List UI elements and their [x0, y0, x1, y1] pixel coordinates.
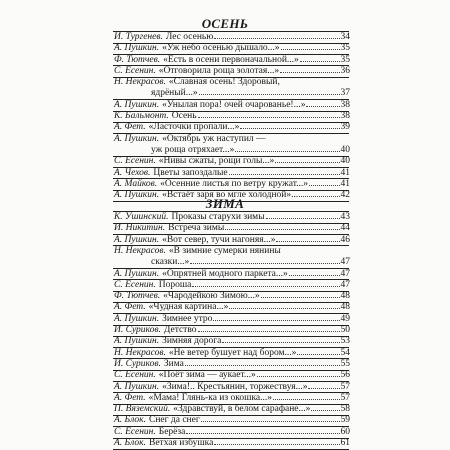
toc-entry-line [114, 235, 350, 246]
dot-leader [308, 387, 339, 389]
toc-entry-line [114, 66, 350, 77]
entry-title: «Поёт зима — аукает...» [158, 370, 256, 381]
entry-author: И. Никитин. [114, 223, 166, 234]
toc-entry-line [114, 359, 350, 370]
entry-title: Цветы запоздалые [153, 167, 228, 178]
entry-page-number: 55 [340, 358, 350, 369]
entry-title: Зимняя дорога [162, 336, 222, 347]
entry-page-number: 37 [340, 88, 350, 99]
entry-author: Ф. Тютчев. [114, 291, 161, 302]
toc-entry [114, 336, 350, 347]
toc-entry-line [114, 302, 350, 313]
toc-entry-line [114, 291, 350, 302]
toc-entry-line [114, 370, 350, 381]
dot-leader [289, 274, 340, 276]
dot-leader [281, 48, 340, 50]
entry-author: А. Блок. [114, 415, 146, 426]
entry-title: «Опрятней модного паркета...» [162, 268, 288, 279]
toc-entry [114, 43, 350, 54]
entry-author: К. Бальмонт. [114, 111, 169, 122]
toc-entry-line [114, 325, 350, 336]
entry-page-number: 39 [340, 122, 350, 133]
entry-author: С. Есенин. [114, 156, 156, 167]
toc-entry [114, 393, 350, 404]
entry-author: А. Пушкин. [114, 234, 160, 245]
dot-leader [297, 353, 339, 355]
toc-entry-line [114, 100, 350, 111]
toc-entry-line [114, 427, 350, 438]
dot-leader [198, 116, 340, 118]
entry-page-number: 53 [340, 336, 350, 347]
entry-title: «Отговорила роща золотая...» [158, 65, 280, 76]
entry-title-continued: уж роща отряхает...» [151, 144, 235, 155]
toc-entry [114, 179, 350, 190]
toc-entry-line [114, 77, 350, 88]
entry-title: «Ласточки пропали...» [148, 122, 240, 133]
entry-title: «Чародейкою Зимою...» [163, 291, 260, 302]
entry-page-number: 56 [340, 370, 350, 381]
entry-author: С. Есенин. [114, 65, 156, 76]
entry-title: «Зима!.. Крестьянин, торжествуя...» [162, 381, 308, 392]
toc-entry-line [114, 246, 350, 257]
toc-entry-line [114, 223, 350, 234]
dot-leader [275, 161, 339, 163]
dot-leader [309, 184, 339, 186]
entry-title: Ветхая избушка [148, 438, 214, 448]
toc-entry [114, 77, 350, 100]
toc-entry [114, 235, 350, 246]
entry-title: «Нивы сжаты, рощи голы...» [158, 156, 275, 167]
entry-author: А. Пушкин. [114, 99, 160, 110]
dot-leader [214, 443, 339, 445]
dot-leader [222, 341, 339, 343]
entry-author: А. Фет. [114, 122, 146, 133]
dot-leader [306, 105, 339, 107]
toc-entry [114, 156, 350, 167]
entry-author: С. Есенин. [114, 370, 156, 381]
entry-page-number: 36 [340, 65, 350, 76]
toc-entry [114, 32, 350, 43]
entry-page-number: 61 [340, 438, 350, 448]
toc-entry [114, 359, 350, 370]
toc-entry [114, 100, 350, 111]
toc-entry-line [114, 438, 350, 449]
toc-entry-line [114, 314, 350, 325]
dot-leader [213, 319, 339, 321]
entry-author: Н. Некрасов. [114, 347, 166, 358]
entry-author: А. Пушкин. [114, 268, 160, 279]
toc-entry-line [114, 179, 350, 190]
dot-leader [192, 285, 339, 287]
dot-leader [235, 150, 339, 152]
entry-author: И. Суриков. [114, 325, 161, 335]
toc-entry [114, 66, 350, 77]
entry-page-number: 38 [340, 99, 350, 110]
entry-title: Пороша [158, 279, 192, 290]
toc-entry-line [114, 43, 350, 54]
entry-page-number: 47 [340, 257, 350, 268]
toc-entry [114, 427, 350, 438]
toc-entry [114, 280, 350, 291]
entry-author: С. Есенин. [114, 426, 156, 437]
entry-page-number: 60 [340, 426, 350, 437]
toc-entry [114, 291, 350, 302]
entry-author: А. Пушкин. [114, 336, 160, 347]
entry-title: «Мама! Глянь-ка из окошка...» [148, 392, 273, 403]
entry-author: Н. Некрасов. [114, 77, 166, 88]
entry-page-number: 34 [340, 32, 350, 42]
dot-leader [276, 240, 339, 242]
toc-entry [114, 246, 350, 269]
dot-leader [273, 398, 339, 400]
toc-entry-line [114, 393, 350, 404]
entry-title: Зимнее утро [162, 313, 213, 324]
entry-page-number: 47 [340, 279, 350, 290]
entry-author: Ф. Тютчев. [114, 54, 161, 65]
entry-title: «Октябрь уж наступил — [162, 133, 266, 144]
entry-title: «Чудная картина...» [148, 302, 229, 313]
entry-title-continued: сказки...» [151, 257, 190, 268]
toc-entry [114, 415, 350, 426]
entry-title: «Вот север, тучи нагоняя...» [162, 234, 276, 245]
entry-author: А. Блок. [114, 438, 146, 448]
toc-entry-line [114, 212, 350, 223]
dot-leader [240, 127, 339, 129]
toc-entry [114, 122, 350, 133]
entry-author: П. Вяземский. [114, 404, 171, 415]
toc-entry [114, 314, 350, 325]
entry-title: «В зимние сумерки нянины [168, 245, 281, 256]
dot-leader [201, 420, 340, 422]
toc-entry-line [114, 32, 350, 43]
entry-page-number: 40 [340, 144, 350, 155]
entry-title: «Есть в осени первоначальной...» [163, 54, 299, 65]
dot-leader [300, 60, 340, 62]
dot-leader [199, 93, 340, 95]
toc-entry-line [114, 55, 350, 66]
entry-page-number: 57 [340, 392, 350, 403]
entry-page-number: 44 [340, 223, 350, 234]
entry-page-number: 41 [340, 167, 350, 178]
entry-title: «Здравствуй, в белом сарафане...» [173, 404, 311, 415]
toc-entry-line [114, 336, 350, 347]
entry-title: «Не ветер бушует над бором...» [168, 347, 297, 358]
toc-entry-line [114, 382, 350, 393]
toc-entry-line [114, 168, 350, 179]
section-heading: ЗИМА [205, 196, 245, 211]
dot-leader [198, 330, 340, 332]
entry-title: Проказы старухи зимы [171, 212, 265, 222]
entry-author: А. Пушкин. [114, 43, 160, 54]
toc-entry [114, 212, 350, 223]
toc-entry [114, 223, 350, 234]
toc-entry-line [114, 280, 350, 291]
entry-page-number: 38 [340, 111, 350, 122]
entry-page-number: 35 [340, 54, 350, 65]
toc-entry-line [114, 415, 350, 426]
entry-author: К. Ушинский. [114, 212, 169, 222]
entry-title: «Встаёт заря во мгле холодной»... [162, 190, 299, 201]
entry-author: А. Пушкин. [114, 133, 160, 144]
toc-entry [114, 325, 350, 336]
entry-page-number: 48 [340, 302, 350, 313]
toc-entry [114, 134, 350, 157]
toc-entry [114, 404, 350, 415]
entry-author: А. Фет. [114, 302, 146, 313]
dot-leader [186, 432, 339, 434]
entry-author: И. Суриков. [114, 358, 161, 369]
entry-page-number: 58 [340, 404, 350, 415]
dot-leader [185, 364, 340, 366]
entry-author: А. Пушкин. [114, 381, 160, 392]
entry-author: А. Майков. [114, 178, 158, 189]
toc-entry [114, 55, 350, 66]
toc-entry-line [114, 348, 350, 359]
dot-leader [280, 71, 339, 73]
entry-page-number: 42 [340, 190, 350, 201]
entry-title: Берёза [158, 426, 186, 437]
toc-entry-line [114, 111, 350, 122]
dot-leader [266, 217, 340, 219]
section-heading: ОСЕНЬ [201, 16, 249, 31]
entry-author: И. Тургенев. [114, 32, 163, 42]
entry-title-continued: ядрёный...» [151, 88, 198, 99]
entry-title: Осень [171, 111, 197, 122]
entry-author: А. Фет. [114, 392, 146, 403]
toc-entry [114, 111, 350, 122]
entry-author: С. Есенин. [114, 279, 156, 290]
toc-entry-line [114, 145, 350, 156]
toc-entry [114, 370, 350, 381]
entry-author: А. Пушкин. [114, 190, 160, 201]
entry-page-number: 40 [340, 156, 350, 167]
dot-leader [214, 37, 339, 39]
entry-page-number: 47 [340, 268, 350, 279]
toc-entry-line [114, 404, 350, 415]
dot-leader [261, 296, 340, 298]
entry-author: А. Пушкин. [114, 313, 160, 324]
dot-leader [229, 173, 340, 175]
entry-page-number: 43 [340, 212, 350, 222]
toc-entry-line [114, 88, 350, 99]
dot-leader [229, 307, 339, 309]
entry-title: «Уж небо осенью дышало...» [162, 43, 280, 54]
entry-page-number: 46 [340, 234, 350, 245]
dot-leader [190, 262, 339, 264]
toc-entry [114, 168, 350, 179]
entry-title: Снег да снег [148, 415, 200, 426]
entry-page-number: 41 [340, 178, 350, 189]
entry-author: А. Чехов. [114, 167, 151, 178]
toc-entry [114, 382, 350, 393]
toc-entry-line [114, 257, 350, 268]
toc-entry-line [114, 134, 350, 145]
entry-page-number: 48 [340, 291, 350, 302]
toc-entry [114, 302, 350, 313]
entry-page-number: 49 [340, 313, 350, 324]
entry-title: Детство [163, 325, 197, 335]
toc-entry [114, 348, 350, 359]
toc-entry-line [114, 156, 350, 167]
entry-title: Лес осенью [165, 32, 214, 42]
entry-title: «Славная осень! Здоровый, [168, 77, 280, 88]
dot-leader [311, 409, 339, 411]
toc-entry [114, 269, 350, 280]
entry-title: «Осенние листья по ветру кружат...» [160, 178, 309, 189]
entry-page-number: 35 [340, 43, 350, 54]
entry-page-number: 59 [340, 415, 350, 426]
entry-title: Встреча зимы [168, 223, 225, 234]
entry-title: «Унылая пора! очей очарованье!...» [162, 99, 306, 110]
entry-page-number: 50 [340, 325, 350, 335]
toc-entry-line [114, 122, 350, 133]
entry-title: Зима [163, 358, 184, 369]
dot-leader [257, 375, 340, 377]
toc-entry [114, 438, 350, 449]
entry-page-number: 57 [340, 381, 350, 392]
toc-entry-line [114, 269, 350, 280]
entry-page-number: 54 [340, 347, 350, 358]
entry-author: Н. Некрасов. [114, 245, 166, 256]
dot-leader [225, 228, 339, 230]
